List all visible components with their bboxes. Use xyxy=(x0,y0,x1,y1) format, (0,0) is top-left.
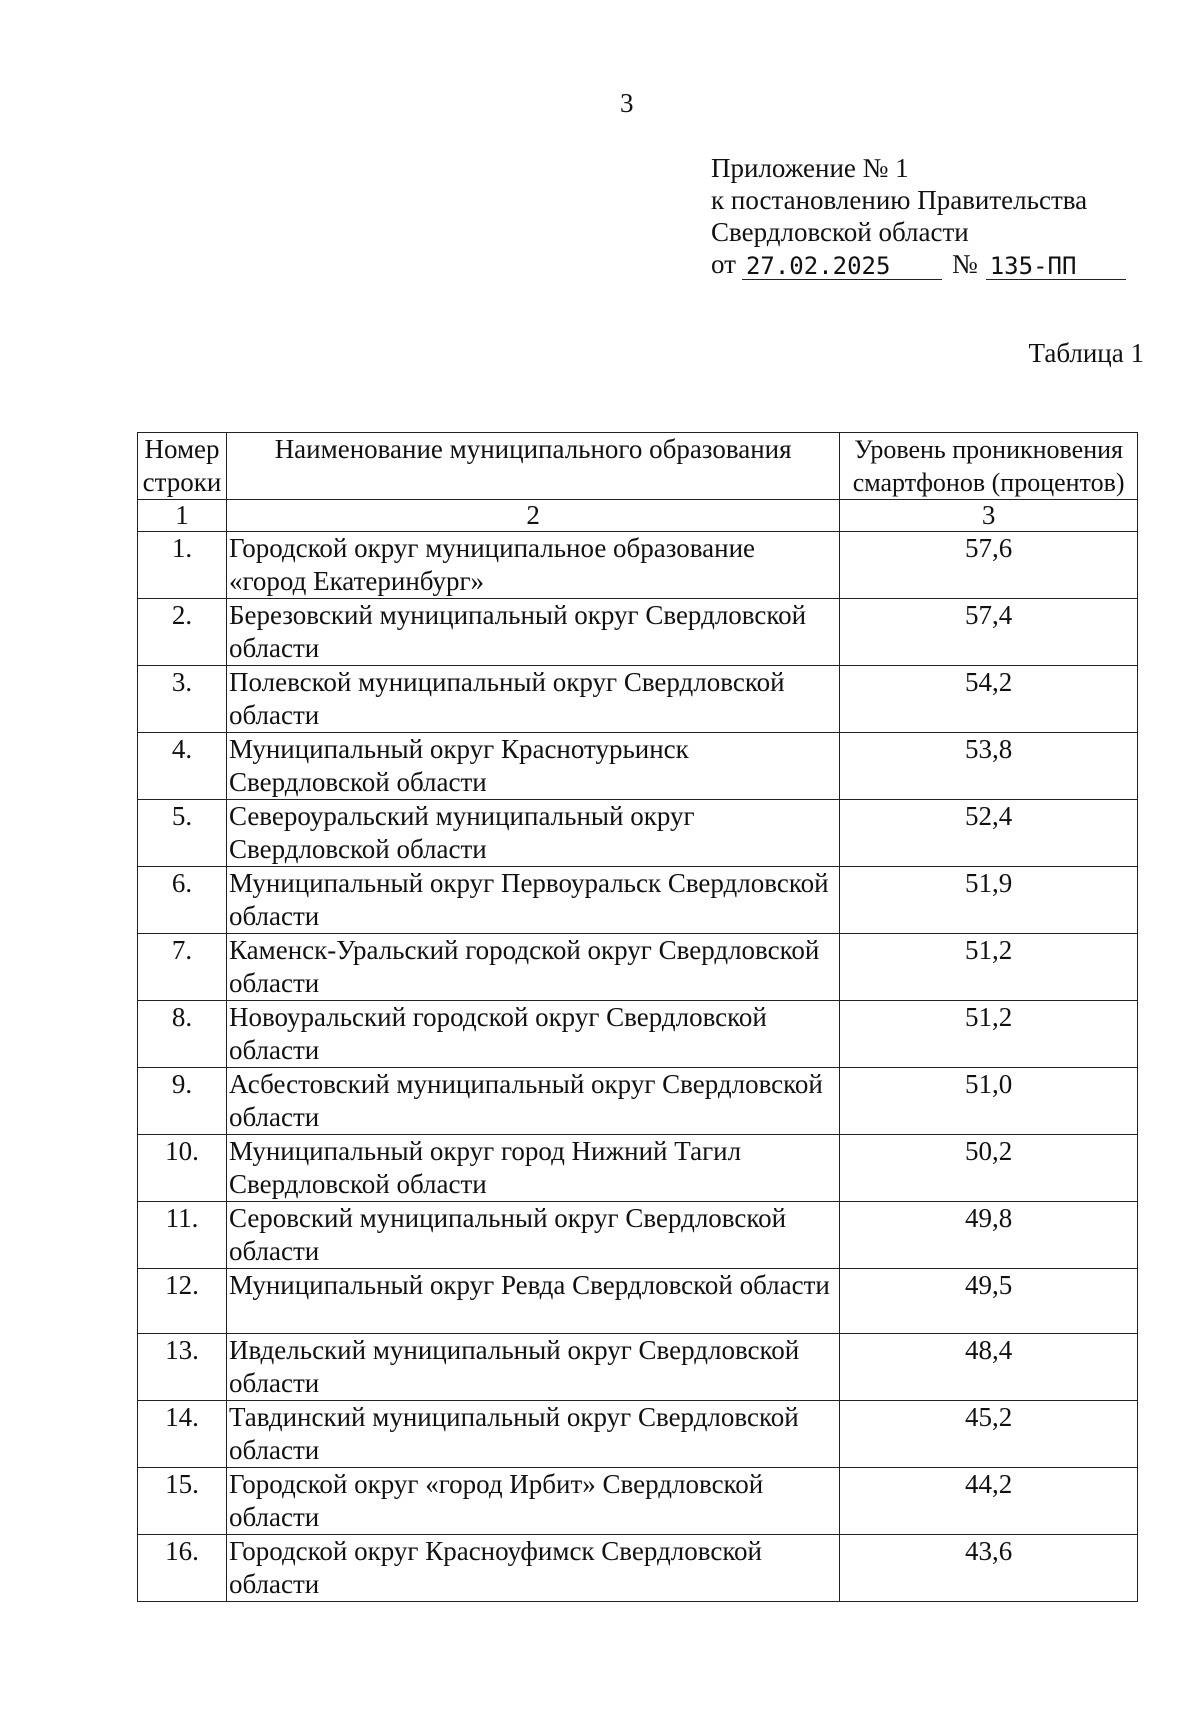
municipality-name-cell: Североуральский муниципальный округ Свердловской области xyxy=(226,800,839,867)
row-number-cell: 11. xyxy=(138,1202,227,1269)
municipality-name-cell: Муниципальный округ город Нижний Тагил Свердловской области xyxy=(226,1135,839,1202)
table-row xyxy=(138,1001,1138,1068)
appendix-date-number-line xyxy=(711,248,1126,280)
header-municipality: Наименование муниципального образования xyxy=(226,433,839,500)
table-caption: Таблица 1 xyxy=(1028,338,1144,368)
row-number-cell: 8. xyxy=(138,1001,227,1068)
municipality-name-cell: Новоуральский городской округ Свердловской области xyxy=(226,1001,839,1068)
penetration-value-cell: 51,0 xyxy=(840,1068,1138,1135)
appendix-resolution-line: к постановлению Правительства xyxy=(711,185,1088,215)
number-sign: № xyxy=(951,249,978,279)
column-number-3: 3 xyxy=(840,500,1138,532)
municipality-name-cell: Муниципальный округ Ревда Свердловской области xyxy=(226,1269,839,1334)
column-number-1: 1 xyxy=(138,500,227,532)
penetration-value-cell: 51,2 xyxy=(840,1001,1138,1068)
row-number-cell: 3. xyxy=(138,666,227,733)
table-row xyxy=(138,532,1138,599)
appendix-region-line: Свердловской области xyxy=(711,217,969,247)
municipality-name-cell: Березовский муниципальный округ Свердловской области xyxy=(226,599,839,666)
municipality-name-cell: Городской округ муниципальное образование «город Екатеринбург» xyxy=(226,532,839,599)
date-prefix: от xyxy=(711,249,736,279)
municipality-name-cell: Каменск-Уральский городской округ Свердловской области xyxy=(226,934,839,1001)
appendix-block xyxy=(711,152,1126,280)
municipality-name-cell: Муниципальный округ Краснотурьинск Свердловской области xyxy=(226,733,839,800)
penetration-value-cell: 49,5 xyxy=(840,1269,1138,1334)
column-number-2: 2 xyxy=(226,500,839,532)
table-row xyxy=(138,800,1138,867)
penetration-value-cell: 53,8 xyxy=(840,733,1138,800)
row-number-cell: 6. xyxy=(138,867,227,934)
table-row xyxy=(138,733,1138,800)
table-row xyxy=(138,1202,1138,1269)
row-number-cell: 10. xyxy=(138,1135,227,1202)
penetration-value-cell: 51,9 xyxy=(840,867,1138,934)
table-header-row xyxy=(138,433,1138,500)
row-number-cell: 9. xyxy=(138,1068,227,1135)
municipality-name-cell: Муниципальный округ Первоуральск Свердловской области xyxy=(226,867,839,934)
row-number-cell: 14. xyxy=(138,1401,227,1468)
table-row xyxy=(138,934,1138,1001)
table-row xyxy=(138,1468,1138,1535)
table-row xyxy=(138,666,1138,733)
header-row-number: Номер строки xyxy=(138,433,227,500)
table-row xyxy=(138,599,1138,666)
row-number-cell: 5. xyxy=(138,800,227,867)
penetration-value-cell: 54,2 xyxy=(840,666,1138,733)
table-row xyxy=(138,867,1138,934)
appendix-title: Приложение № 1 xyxy=(711,153,909,183)
table-body xyxy=(138,532,1138,1602)
municipality-name-cell: Тавдинский муниципальный округ Свердловской области xyxy=(226,1401,839,1468)
municipality-name-cell: Асбестовский муниципальный округ Свердловской области xyxy=(226,1068,839,1135)
table-row xyxy=(138,1135,1138,1202)
row-number-cell: 1. xyxy=(138,532,227,599)
penetration-table xyxy=(137,432,1138,1602)
row-number-cell: 16. xyxy=(138,1535,227,1602)
row-number-cell: 7. xyxy=(138,934,227,1001)
penetration-value-cell: 44,2 xyxy=(840,1468,1138,1535)
row-number-cell: 12. xyxy=(138,1269,227,1334)
page-number: 3 xyxy=(620,88,634,118)
penetration-value-cell: 57,4 xyxy=(840,599,1138,666)
row-number-cell: 4. xyxy=(138,733,227,800)
row-number-cell: 15. xyxy=(138,1468,227,1535)
table-row xyxy=(138,1535,1138,1602)
resolution-number: 135-ПП xyxy=(986,253,1126,280)
municipality-name-cell: Городской округ Красноуфимск Свердловской области xyxy=(226,1535,839,1602)
penetration-value-cell: 57,6 xyxy=(840,532,1138,599)
table-column-numbers-row xyxy=(138,500,1138,532)
resolution-date: 27.02.2025 xyxy=(742,253,942,280)
penetration-value-cell: 51,2 xyxy=(840,934,1138,1001)
penetration-value-cell: 43,6 xyxy=(840,1535,1138,1602)
penetration-value-cell: 50,2 xyxy=(840,1135,1138,1202)
row-number-cell: 2. xyxy=(138,599,227,666)
table-row xyxy=(138,1401,1138,1468)
penetration-value-cell: 49,8 xyxy=(840,1202,1138,1269)
penetration-value-cell: 48,4 xyxy=(840,1334,1138,1401)
municipality-name-cell: Полевской муниципальный округ Свердловской области xyxy=(226,666,839,733)
penetration-value-cell: 45,2 xyxy=(840,1401,1138,1468)
municipality-name-cell: Ивдельский муниципальный округ Свердловской области xyxy=(226,1334,839,1401)
municipality-name-cell: Городской округ «город Ирбит» Свердловской области xyxy=(226,1468,839,1535)
penetration-value-cell: 52,4 xyxy=(840,800,1138,867)
header-penetration: Уровень проникновения смартфонов (процентов) xyxy=(840,433,1138,500)
municipality-name-cell: Серовский муниципальный округ Свердловской области xyxy=(226,1202,839,1269)
table-row xyxy=(138,1068,1138,1135)
table-row xyxy=(138,1269,1138,1334)
row-number-cell: 13. xyxy=(138,1334,227,1401)
table-row xyxy=(138,1334,1138,1401)
